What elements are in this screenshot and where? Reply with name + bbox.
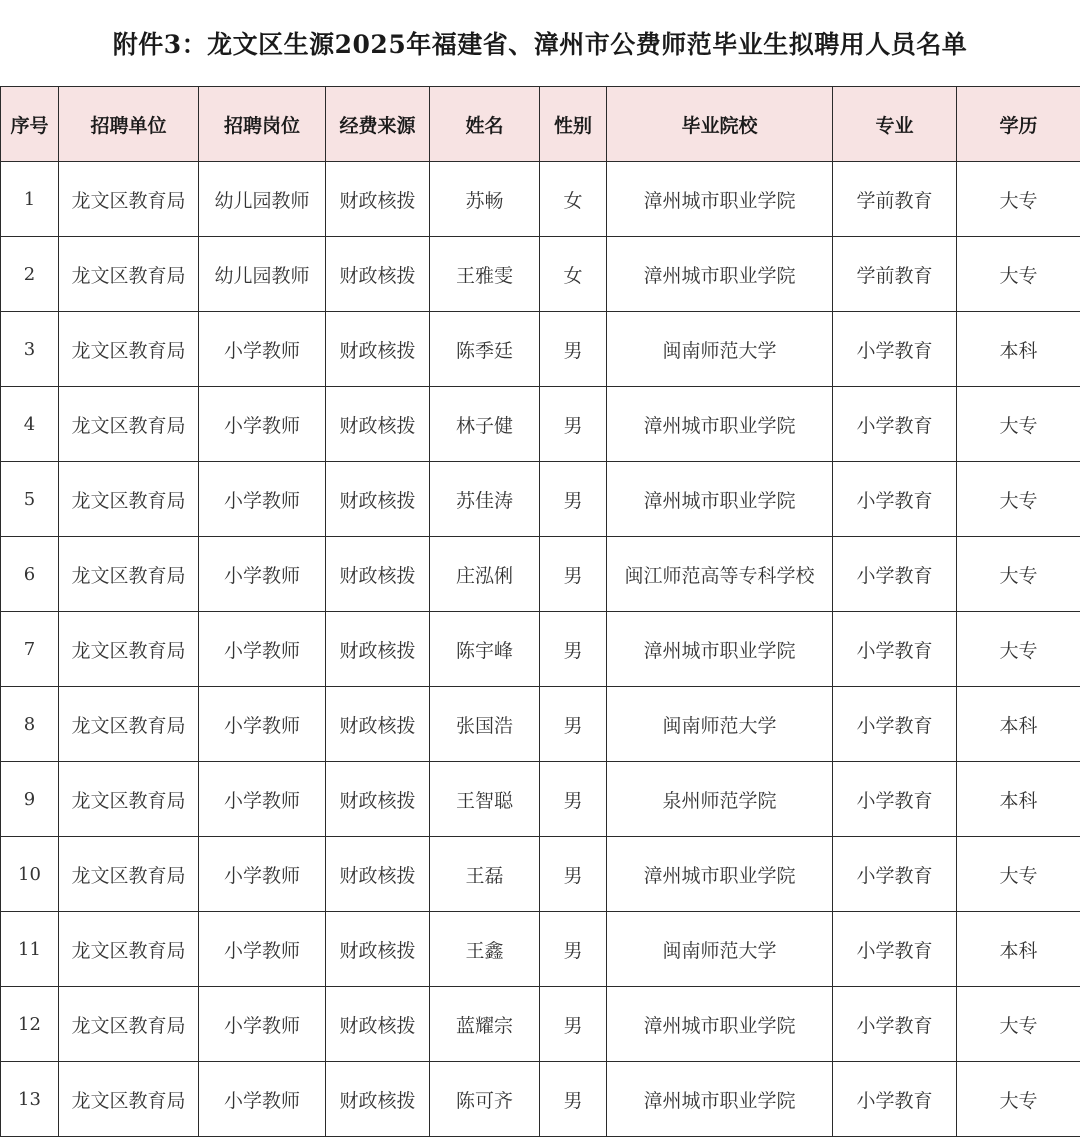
cell-education: 本科 [957,687,1080,762]
cell-position: 小学教师 [199,687,326,762]
document-title: 附件3：龙文区生源2025年福建省、漳州市公费师范毕业生拟聘用人员名单 [112,30,968,59]
cell-gender: 男 [540,912,607,987]
cell-name: 陈宇峰 [430,612,540,687]
header-school: 毕业院校 [607,87,833,162]
cell-name: 林子健 [430,387,540,462]
cell-gender: 男 [540,537,607,612]
cell-funding: 财政核拨 [326,762,430,837]
cell-index: 5 [1,462,59,537]
cell-education: 本科 [957,312,1080,387]
table-row [1,687,1080,762]
cell-unit: 龙文区教育局 [59,312,199,387]
cell-major: 小学教育 [833,687,957,762]
cell-school: 闽南师范大学 [607,312,833,387]
cell-gender: 女 [540,162,607,237]
cell-gender: 男 [540,837,607,912]
table-row [1,162,1080,237]
cell-position: 小学教师 [199,987,326,1062]
header-gender: 性别 [540,87,607,162]
table-row [1,537,1080,612]
cell-unit: 龙文区教育局 [59,237,199,312]
table-row [1,312,1080,387]
cell-school: 闽南师范大学 [607,687,833,762]
table-row [1,1062,1080,1137]
cell-gender: 男 [540,987,607,1062]
cell-major: 小学教育 [833,462,957,537]
cell-school: 漳州城市职业学院 [607,387,833,462]
cell-unit: 龙文区教育局 [59,987,199,1062]
cell-gender: 男 [540,762,607,837]
cell-position: 小学教师 [199,762,326,837]
cell-index: 6 [1,537,59,612]
cell-funding: 财政核拨 [326,987,430,1062]
cell-name: 陈可齐 [430,1062,540,1137]
cell-unit: 龙文区教育局 [59,612,199,687]
table-row [1,612,1080,687]
cell-education: 大专 [957,612,1080,687]
cell-school: 漳州城市职业学院 [607,462,833,537]
cell-school: 漳州城市职业学院 [607,237,833,312]
cell-unit: 龙文区教育局 [59,537,199,612]
header-funding: 经费来源 [326,87,430,162]
cell-position: 小学教师 [199,612,326,687]
table-body [1,162,1080,1137]
cell-funding: 财政核拨 [326,312,430,387]
cell-name: 王磊 [430,837,540,912]
cell-major: 小学教育 [833,537,957,612]
cell-name: 苏畅 [430,162,540,237]
cell-name: 王智聪 [430,762,540,837]
cell-school: 漳州城市职业学院 [607,162,833,237]
table-row [1,462,1080,537]
cell-index: 12 [1,987,59,1062]
cell-education: 大专 [957,237,1080,312]
cell-unit: 龙文区教育局 [59,912,199,987]
cell-school: 漳州城市职业学院 [607,987,833,1062]
cell-index: 2 [1,237,59,312]
cell-index: 13 [1,1062,59,1137]
cell-education: 大专 [957,987,1080,1062]
cell-funding: 财政核拨 [326,462,430,537]
header-index: 序号 [1,87,59,162]
cell-unit: 龙文区教育局 [59,1062,199,1137]
cell-funding: 财政核拨 [326,537,430,612]
cell-education: 本科 [957,762,1080,837]
cell-position: 幼儿园教师 [199,162,326,237]
cell-position: 小学教师 [199,912,326,987]
table-row [1,762,1080,837]
cell-name: 张国浩 [430,687,540,762]
cell-funding: 财政核拨 [326,387,430,462]
cell-position: 小学教师 [199,837,326,912]
cell-unit: 龙文区教育局 [59,837,199,912]
table-header-row [1,87,1080,162]
cell-gender: 女 [540,237,607,312]
header-name: 姓名 [430,87,540,162]
cell-school: 漳州城市职业学院 [607,612,833,687]
cell-education: 大专 [957,387,1080,462]
cell-name: 庄泓俐 [430,537,540,612]
cell-index: 3 [1,312,59,387]
cell-education: 大专 [957,462,1080,537]
table-row [1,837,1080,912]
cell-unit: 龙文区教育局 [59,762,199,837]
cell-position: 小学教师 [199,537,326,612]
header-major: 专业 [833,87,957,162]
cell-position: 小学教师 [199,387,326,462]
cell-unit: 龙文区教育局 [59,462,199,537]
cell-major: 学前教育 [833,237,957,312]
cell-school: 漳州城市职业学院 [607,837,833,912]
cell-name: 陈季廷 [430,312,540,387]
cell-funding: 财政核拨 [326,1062,430,1137]
table-row [1,987,1080,1062]
cell-funding: 财政核拨 [326,612,430,687]
header-unit: 招聘单位 [59,87,199,162]
cell-education: 大专 [957,537,1080,612]
cell-unit: 龙文区教育局 [59,687,199,762]
cell-funding: 财政核拨 [326,837,430,912]
cell-index: 7 [1,612,59,687]
cell-major: 学前教育 [833,162,957,237]
cell-major: 小学教育 [833,1062,957,1137]
cell-funding: 财政核拨 [326,237,430,312]
cell-major: 小学教育 [833,987,957,1062]
table-row [1,912,1080,987]
cell-school: 闽江师范高等专科学校 [607,537,833,612]
cell-name: 苏佳涛 [430,462,540,537]
cell-major: 小学教育 [833,312,957,387]
cell-funding: 财政核拨 [326,162,430,237]
cell-major: 小学教育 [833,612,957,687]
header-position: 招聘岗位 [199,87,326,162]
cell-index: 9 [1,762,59,837]
cell-education: 本科 [957,912,1080,987]
cell-gender: 男 [540,312,607,387]
cell-name: 王鑫 [430,912,540,987]
cell-education: 大专 [957,162,1080,237]
cell-position: 幼儿园教师 [199,237,326,312]
cell-major: 小学教育 [833,762,957,837]
cell-school: 泉州师范学院 [607,762,833,837]
cell-education: 大专 [957,837,1080,912]
cell-unit: 龙文区教育局 [59,387,199,462]
table-row [1,387,1080,462]
cell-gender: 男 [540,387,607,462]
cell-major: 小学教育 [833,387,957,462]
cell-index: 10 [1,837,59,912]
cell-gender: 男 [540,687,607,762]
cell-name: 蓝耀宗 [430,987,540,1062]
cell-gender: 男 [540,1062,607,1137]
cell-education: 大专 [957,1062,1080,1137]
cell-index: 8 [1,687,59,762]
cell-funding: 财政核拨 [326,912,430,987]
cell-index: 4 [1,387,59,462]
cell-major: 小学教育 [833,912,957,987]
header-education: 学历 [957,87,1080,162]
cell-unit: 龙文区教育局 [59,162,199,237]
cell-position: 小学教师 [199,1062,326,1137]
cell-position: 小学教师 [199,312,326,387]
table-row [1,237,1080,312]
cell-name: 王雅雯 [430,237,540,312]
cell-gender: 男 [540,612,607,687]
cell-funding: 财政核拨 [326,687,430,762]
hiring-roster-table [0,86,1080,1137]
cell-index: 1 [1,162,59,237]
cell-school: 闽南师范大学 [607,912,833,987]
cell-major: 小学教育 [833,837,957,912]
cell-school: 漳州城市职业学院 [607,1062,833,1137]
cell-position: 小学教师 [199,462,326,537]
cell-gender: 男 [540,462,607,537]
cell-index: 11 [1,912,59,987]
